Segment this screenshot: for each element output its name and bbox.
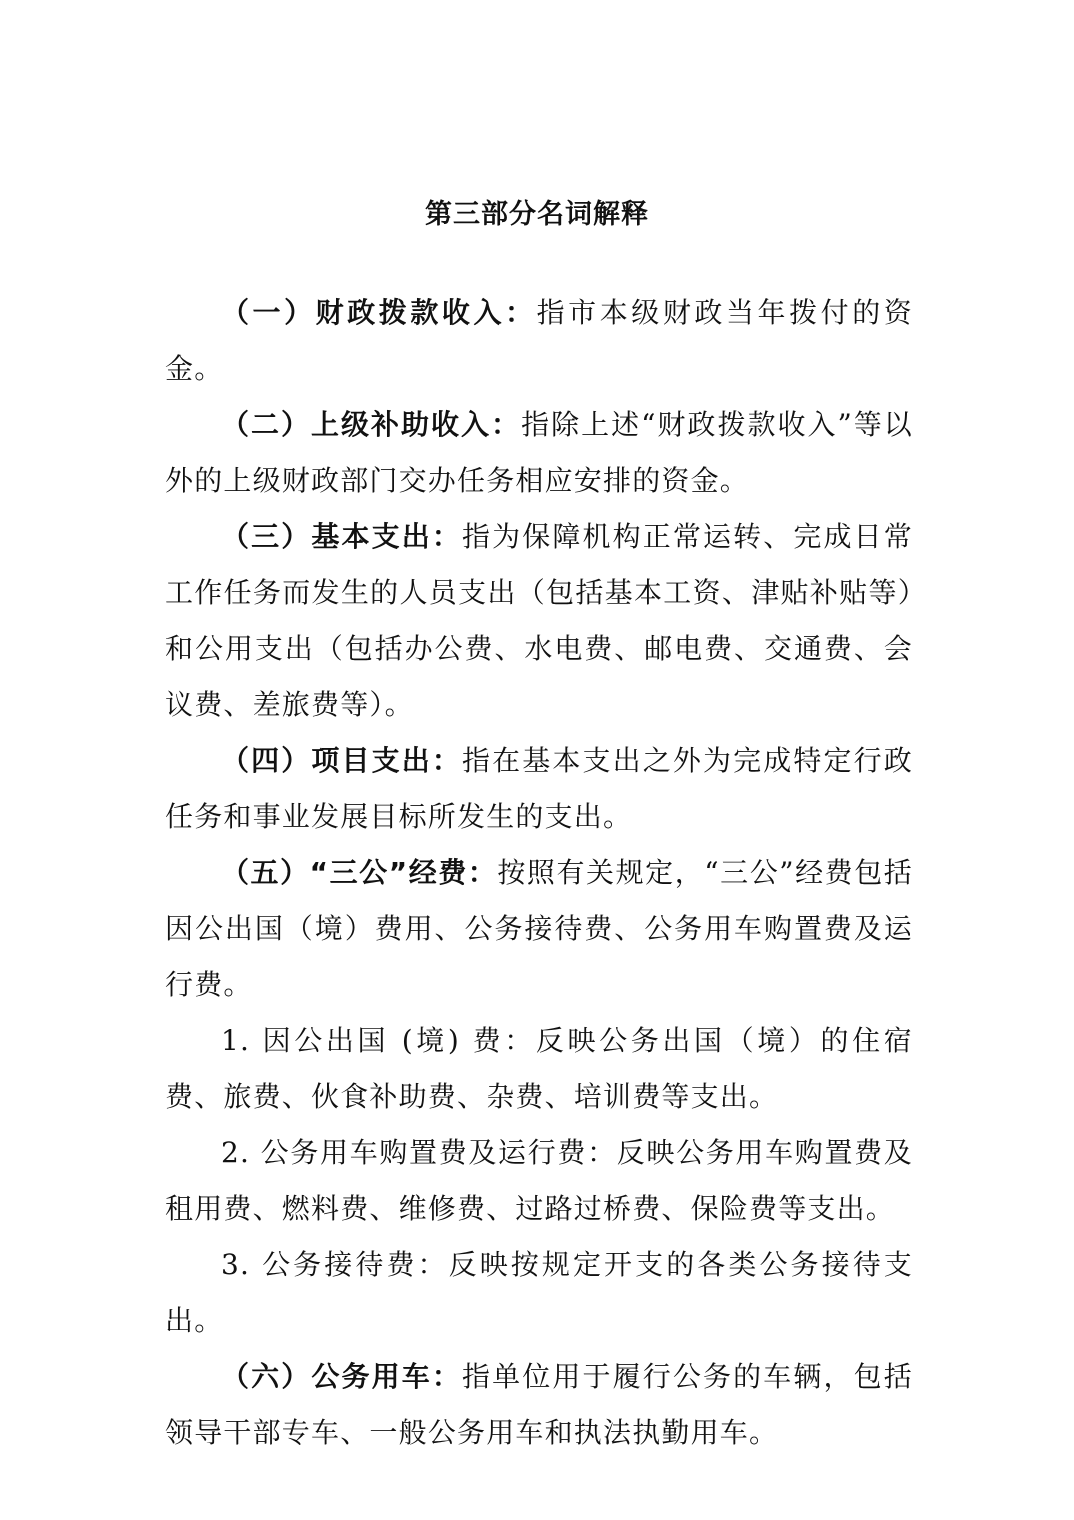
term-label: （五）“三公”经费： (221, 856, 498, 889)
term-definition: 2. 公务用车购置费及运行费：反映公务用车购置费及租用费、燃料费、维修费、过路过桥费、保险费等支出。 (165, 1136, 913, 1225)
term-definition: 指在基本支出之外为完成特定行政任务和事业发展目标所发生的支出。 (165, 744, 913, 833)
paragraph-financial-appropriation (165, 285, 913, 397)
page-title: 第三部分名词解释 (425, 199, 649, 230)
paragraph-reception-costs (165, 1237, 913, 1349)
term-label: （一）财政拨款收入： (221, 296, 537, 329)
paragraph-project-expenditure (165, 733, 913, 845)
term-definition: 1. 因公出国 (境) 费：反映公务出国（境）的住宿费、旅费、伙食补助费、杂费、培训费等支出。 (165, 1024, 913, 1113)
document-body (165, 285, 913, 1461)
term-definition: 指为保障机构正常运转、完成日常工作任务而发生的人员支出（包括基本工资、津贴补贴等）和公用支出（包括办公费、水电费、邮电费、交通费、会议费、差旅费等）。 (165, 520, 913, 721)
term-definition: 指单位用于履行公务的车辆，包括领导干部专车、一般公务用车和执法执勤用车。 (165, 1360, 913, 1449)
term-definition: 指市本级财政当年拨付的资金。 (165, 296, 913, 385)
term-definition: 按照有关规定，“三公”经费包括因公出国（境）费用、公务接待费、公务用车购置费及运行费。 (165, 856, 913, 1001)
paragraph-vehicle-costs (165, 1125, 913, 1237)
term-definition: 指除上述“财政拨款收入”等以外的上级财政部门交办任务相应安排的资金。 (165, 408, 913, 497)
term-label: （三）基本支出： (221, 520, 463, 553)
paragraph-three-public-expenses (165, 845, 913, 1013)
paragraph-superior-subsidy (165, 397, 913, 509)
term-definition: 3. 公务接待费：反映按规定开支的各类公务接待支出。 (165, 1248, 913, 1337)
term-label: （六）公务用车： (221, 1360, 463, 1393)
term-label: （二）上级补助收入： (221, 408, 522, 441)
paragraph-basic-expenditure (165, 509, 913, 733)
paragraph-official-vehicles (165, 1349, 913, 1461)
paragraph-overseas-travel (165, 1013, 913, 1125)
term-label: （四）项目支出： (221, 744, 463, 777)
